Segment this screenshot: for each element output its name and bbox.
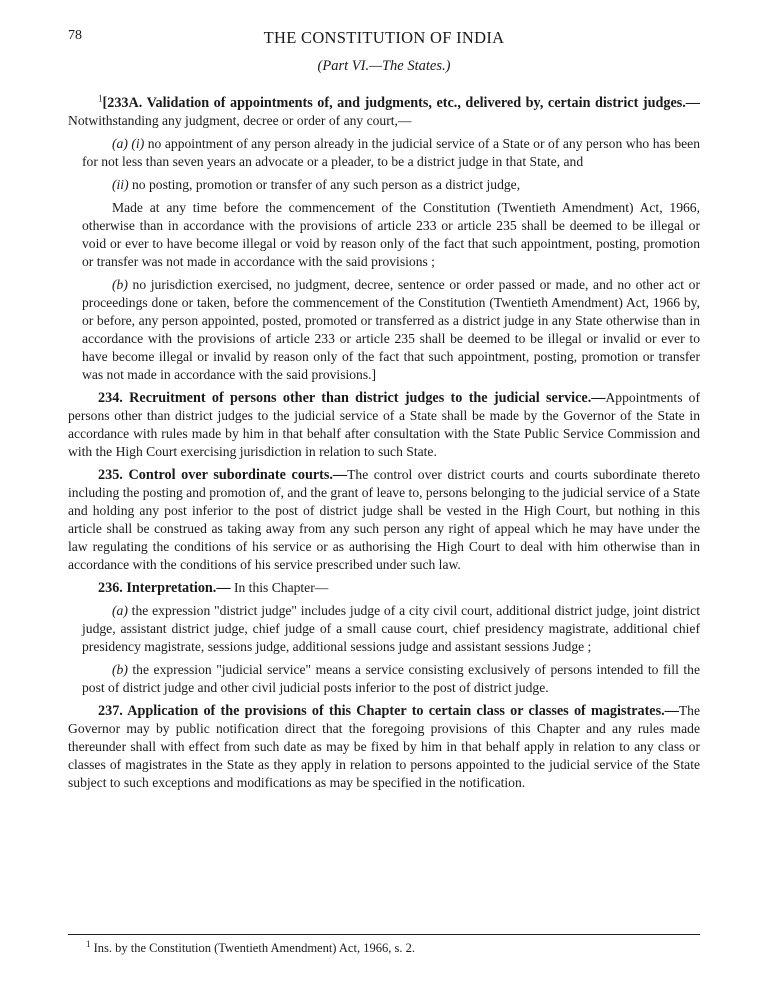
article-236-clause-b-text: the expression "judicial service" means a service consisting exclusively of persons intended to fill the post of district judge and other civil judicial posts inferior to the post of district judge.	[82, 662, 700, 695]
article-233a	[68, 94, 700, 130]
article-236-intro: In this Chapter—	[230, 580, 329, 595]
clause-a-i-text: no appointment of any person already in the judicial service of a State or of any person who has been for not less than seven years an advocate or a pleader, to be a district judge in that State, and	[82, 136, 700, 169]
clause-a-ii	[82, 176, 700, 194]
article-237	[68, 702, 700, 792]
footnote-reference: 1	[98, 93, 103, 104]
article-237-heading: 237. Application of the provisions of this Chapter to certain class or classes of magistrates.—	[98, 703, 679, 719]
article-236-heading: 236. Interpretation.—	[98, 580, 231, 596]
article-234	[68, 389, 700, 461]
page-header	[68, 28, 700, 52]
article-233a-heading: [233A. Validation of appointments of, and judgments, etc., delivered by, certain district judges.—	[102, 95, 700, 111]
article-235-text: The control over district courts and courts subordinate thereto including the posting and promotion of, and the grant of leave to, persons belonging to the judicial service of a State and holding any post inferior to the post of district judge shall be vested in the High Court, but nothing in this article shall be construed as taking away from any such person any right of appeal which he may have under the law regulating the conditions of his service or as authorising the High Court to deal with him otherwise than in accordance with the conditions of his service prescribed under such law.	[68, 467, 700, 572]
article-235	[68, 466, 700, 574]
article-235-heading: 235. Control over subordinate courts.—	[98, 467, 348, 483]
page-number: 78	[68, 28, 82, 43]
article-236-clause-b-label: (b)	[112, 662, 128, 677]
clause-b-label: (b)	[112, 277, 128, 292]
article-236-clause-a-label: (a)	[112, 603, 128, 618]
article-236-clause-a-text: the expression "district judge" includes judge of a city civil court, additional district judge, joint district judge, assistant district judge, chief judge of a small cause court, chief presidency magistrate, additional chief presidency magistrate, sessions judge, additional sessions judge and assistant sessions Judge ;	[82, 603, 700, 654]
clause-ii-label: (ii)	[112, 177, 129, 192]
footnote-divider	[68, 934, 700, 935]
clause-a-i	[82, 135, 700, 171]
article-236-clause-b	[82, 661, 700, 697]
footnote-mark: 1	[86, 938, 91, 949]
article-233a-intro: Notwithstanding any judgment, decree or order of any court,—	[68, 113, 412, 128]
footnote	[86, 940, 415, 956]
article-236-clause-a	[82, 602, 700, 656]
clause-a-label: (a)	[112, 136, 128, 151]
clause-made: Made at any time before the commencement of the Constitution (Twentieth Amendment) Act, 1966, otherwise than in accordance with the provisions of article 233 or article 235 shall be deemed to be illegal or void or ever to have become illegal or void by reason only of the fact that such appointment, posting, promotion or transfer was not made in accordance with the said provisions ;	[82, 200, 700, 269]
running-title: THE CONSTITUTION OF INDIA	[263, 28, 505, 47]
footnote-text: Ins. by the Constitution (Twentieth Amendment) Act, 1966, s. 2.	[90, 941, 415, 955]
article-237-text: The Governor may by public notification direct that the foregoing provisions of this Chapter and any rules made thereunder shall with effect from such date as may be fixed by him in that behalf apply in relation to any class or classes of magistrates in the State as they apply in relation to persons appointed to the judicial service of the State subject to such exceptions and modifications as may be specified in the notification.	[68, 703, 700, 790]
part-heading: (Part VI.—The States.)	[317, 58, 451, 74]
clause-b-text: no jurisdiction exercised, no judgment, decree, sentence or order passed or made, and no other act or proceedings done or taken, before the commencement of the Constitution (Twentieth Amendment) Act, 1966 by, or before, any person appointed, posted, promoted or transferred as a district judge in any State otherwise than in accordance with the provisions of article 233 or article 235 shall be deemed to be illegal or invalid or ever to have become illegal or invalid by reason only of the fact that such appointment, posting, promotion or transfer was not made in accordance with the said provisions.]	[82, 277, 700, 382]
article-234-heading: 234. Recruitment of persons other than district judges to the judicial service.—	[98, 390, 606, 406]
document-body	[68, 90, 700, 797]
clause-i-label: (i)	[131, 136, 145, 151]
article-236	[68, 579, 700, 597]
article-234-text: Appointments of persons other than district judges to the judicial service of a State shall be made by the Governor of the State in accordance with rules made by him in that behalf after consultation with the State Public Service Commission and with the High Court exercising jurisdiction in relation to such State.	[68, 390, 700, 459]
clause-b	[82, 276, 700, 384]
clause-a-ii-text: no posting, promotion or transfer of any such person as a district judge,	[128, 177, 521, 192]
